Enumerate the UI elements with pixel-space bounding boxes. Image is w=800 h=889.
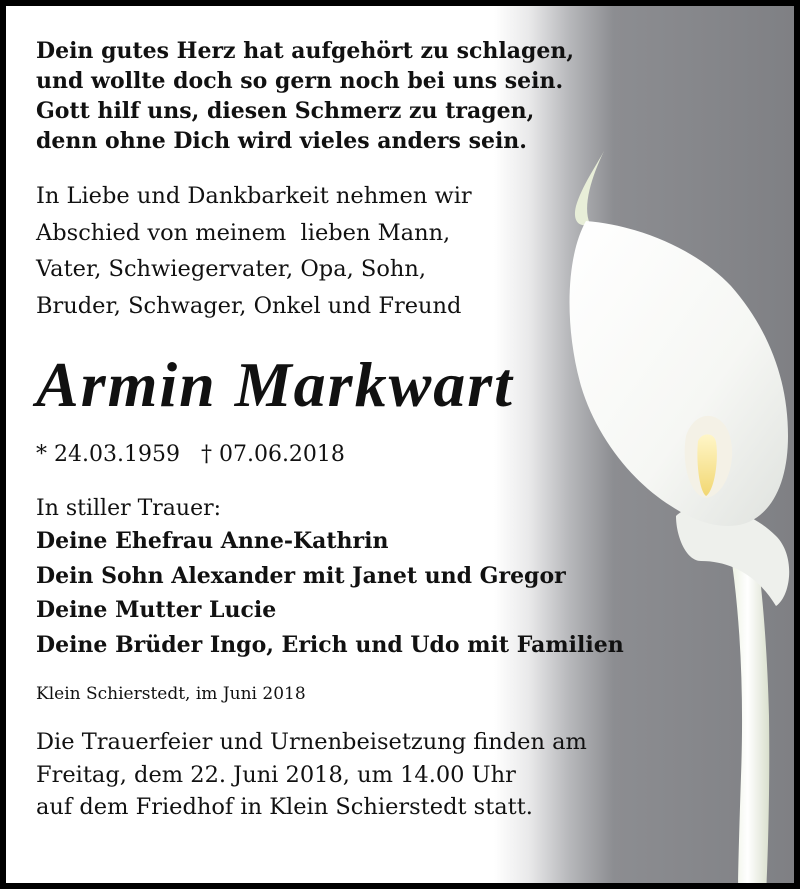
intro-text (36, 178, 716, 324)
verse-line: denn ohne Dich wird vieles anders sein. (36, 128, 527, 154)
birth-date: * 24.03.1959 (36, 442, 180, 467)
verse-line: Gott hilf uns, diesen Schmerz zu tragen, (36, 98, 535, 124)
mourners-list (36, 524, 716, 662)
intro-line: In Liebe und Dankbarkeit nehmen wir (36, 183, 472, 209)
intro-line: Vater, Schwiegervater, Opa, Sohn, (36, 256, 427, 282)
deceased-name: Armin Markwart (36, 349, 514, 420)
verse-line: Dein gutes Herz hat aufgehört zu schlagen, (36, 38, 575, 64)
intro-line: Bruder, Schwager, Onkel und Freund (36, 292, 462, 319)
death-date: † 07.06.2018 (200, 442, 345, 467)
funeral-notice (36, 726, 716, 824)
funeral-line: Die Trauerfeier und Urnenbeisetzung finden am (36, 729, 587, 755)
mourner: Deine Brüder Ingo, Erich und Udo mit Familien (36, 631, 624, 658)
funeral-line: auf dem Friedhof in Klein Schierstedt statt. (36, 794, 533, 820)
mourner: Deine Ehefrau Anne-Kathrin (36, 528, 389, 554)
life-dates (36, 440, 716, 470)
mourner: Dein Sohn Alexander mit Janet und Gregor (36, 562, 566, 589)
verse-line: und wollte doch so gern noch bei uns sein. (36, 68, 564, 94)
verse (36, 36, 716, 156)
notice-text (36, 36, 716, 824)
funeral-line: Freitag, dem 22. Juni 2018, um 14.00 Uhr (36, 761, 516, 788)
place-date: Klein Schierstedt, im Juni 2018 (36, 684, 306, 704)
intro-line: Abschied von meinem lieben Mann, (36, 219, 451, 246)
mourning-heading: In stiller Trauer: (36, 496, 222, 521)
mourner: Deine Mutter Lucie (36, 597, 277, 623)
